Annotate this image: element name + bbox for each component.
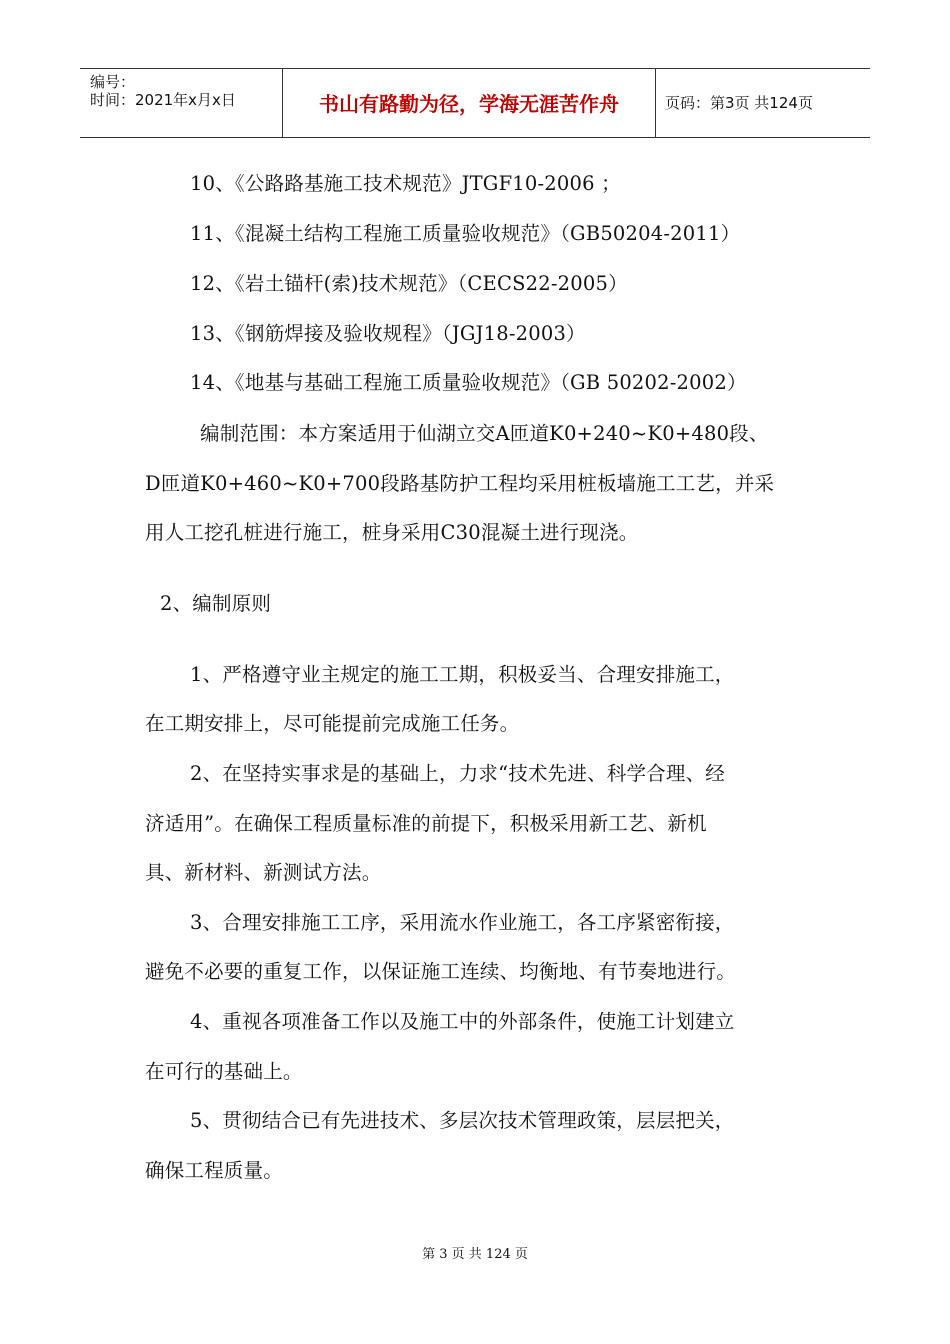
reference-item: 14、《地基与基础工程施工质量验收规范》（GB 50202-2002）	[190, 371, 747, 394]
principle-line: 确保工程质量。	[145, 1159, 283, 1182]
scope-line: 用人工挖孔桩进行施工，桩身采用C30混凝土进行现浇。	[145, 521, 639, 544]
principle-line: 在工期安排上，尽可能提前完成施工任务。	[145, 712, 520, 735]
document-number-label: 编号：	[90, 73, 136, 91]
header-page-number: 页码：第3页 共124页	[665, 94, 813, 112]
principle-line: 1、严格遵守业主规定的施工工期，积极妥当、合理安排施工，	[190, 663, 735, 686]
reference-item: 10、《公路路基施工技术规范》JTGF10-2006 ；	[190, 172, 621, 195]
header-motto-cell	[282, 69, 656, 137]
principle-line: 具、新材料、新测试方法。	[145, 861, 382, 884]
scope-line: D匝道K0+460~K0+700段路基防护工程均采用桩板墙施工工艺，并采	[145, 472, 775, 495]
scope-line: 编制范围：本方案适用于仙湖立交A匝道K0+240~K0+480段、	[200, 422, 769, 445]
principle-line: 3、合理安排施工工序，采用流水作业施工，各工序紧密衔接，	[190, 911, 735, 934]
principle-line: 避免不必要的重复工作，以保证施工连续、均衡地、有节奏地进行。	[145, 960, 737, 983]
principle-line: 济适用”。在确保工程质量标准的前提下，积极采用新工艺、新机	[145, 812, 707, 835]
header-page-cell	[655, 69, 870, 137]
section-heading: 2、编制原则	[160, 592, 272, 615]
principle-line: 2、在坚持实事求是的基础上，力求“技术先进、科学合理、经	[190, 762, 725, 785]
principle-line: 4、重视各项准备工作以及施工中的外部条件，使施工计划建立	[190, 1010, 735, 1033]
header-meta-cell	[80, 69, 282, 137]
page-footer: 第 3 页 共 124 页	[422, 1247, 528, 1262]
principle-line: 在可行的基础上。	[145, 1060, 303, 1083]
reference-item: 13、《钢筋焊接及验收规程》（JGJ18-2003）	[190, 322, 586, 345]
document-time-label: 时间：2021年x月x日	[90, 91, 236, 109]
page-header	[80, 68, 870, 138]
principle-line: 5、贯彻结合已有先进技术、多层次技术管理政策，层层把关，	[190, 1109, 735, 1132]
header-motto: 书山有路勤为径，学海无涯苦作舟	[319, 92, 619, 116]
reference-item: 11、《混凝土结构工程施工质量验收规范》（GB50204-2011）	[190, 222, 741, 245]
reference-item: 12、《岩土锚杆(索)技术规范》（CECS22-2005）	[190, 272, 628, 295]
